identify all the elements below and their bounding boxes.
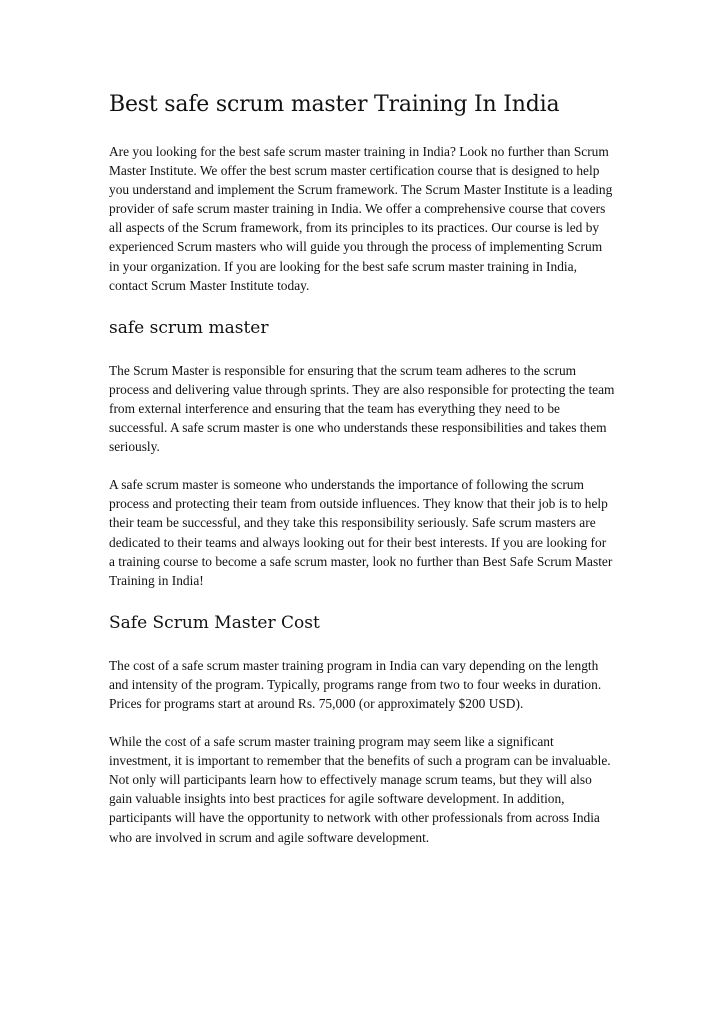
page-title: Best safe scrum master Training In India xyxy=(109,92,560,117)
section-paragraph: The Scrum Master is responsible for ensuring that the scrum team adheres to the scrum process and delivering value through sprints. They are also responsible for protecting the team from external interference and ensuring that the team has everything they need to be successful. A safe scrum master is one who understands these responsibilities and takes them seriously. xyxy=(109,362,615,455)
section-paragraph: A safe scrum master is someone who understands the importance of following the scrum process and protecting their team from outside influences. They know that their job is to help their team be successful, and they take this responsibility seriously. Safe scrum masters are dedicated to their teams and always looking out for their best interests. If you are looking for a training course to become a safe scrum master, look no further than Best Safe Scrum Master Training in India! xyxy=(109,477,613,588)
section-paragraph: The cost of a safe scrum master training program in India can vary depending on the length and intensity of the program. Typically, programs range from two to four weeks in duration. Prices for programs start at around Rs. 75,000 (or approximately $200 USD). xyxy=(109,657,602,711)
intro-paragraph: Are you looking for the best safe scrum master training in India? Look no further than Scrum Master Institute. We offer the best scrum master certification course that is designed to help you understand and implement the Scrum framework. The Scrum Master Institute is a leading provider of safe scrum master training in India. We offer a comprehensive course that covers all aspects of the Scrum framework, from its principles to its practices. Our course is led by experienced Scrum masters who will guide you through the process of implementing Scrum in your organization. If you are looking for the best safe scrum master training in India, contact Scrum Master Institute today. xyxy=(109,144,613,293)
section-heading-safe-scrum-master-cost: Safe Scrum Master Cost xyxy=(109,612,320,633)
document-body xyxy=(109,88,615,866)
section-paragraph: While the cost of a safe scrum master training program may seem like a significant investment, it is important to remember that the benefits of such a program can be invaluable. Not only will participants learn how to effectively manage scrum teams, but they will also gain valuable insights into best practices for agile software development. In addition, participants will have the opportunity to network with other professionals from across India who are involved in scrum and agile software development. xyxy=(109,734,611,845)
section-heading-safe-scrum-master: safe scrum master xyxy=(109,317,269,338)
